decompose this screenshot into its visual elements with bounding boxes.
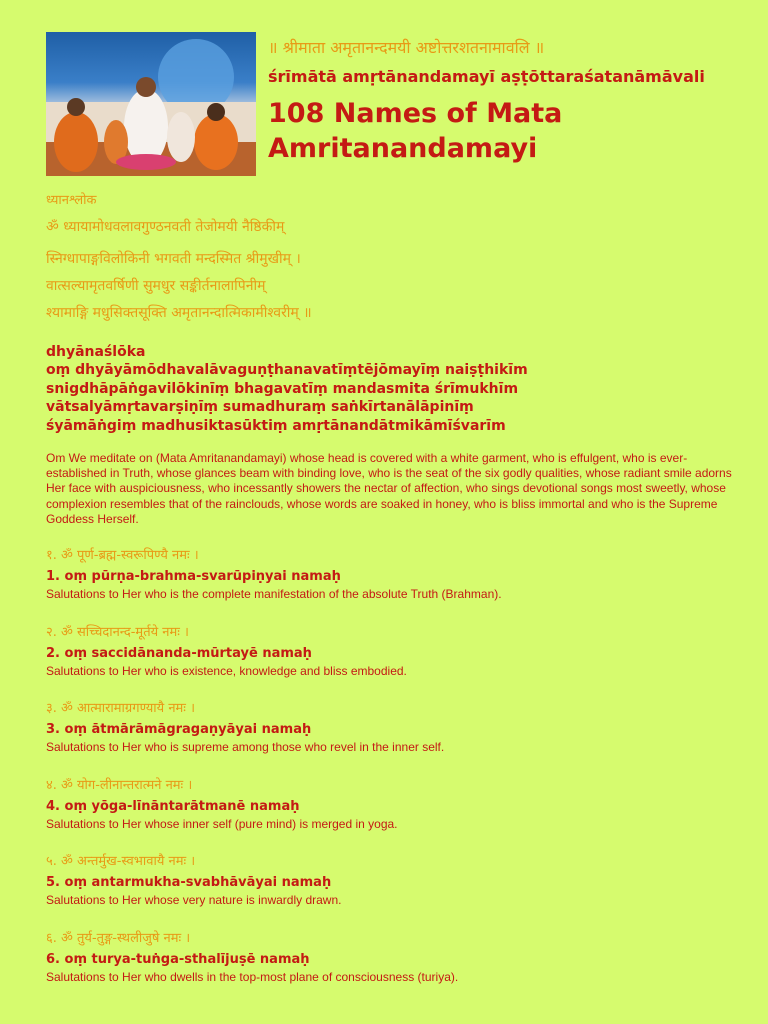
name-meaning: Salutations to Her whose very nature is inwardly drawn. <box>46 893 342 907</box>
sanskrit-title: ॥ श्रीमाता अमृतानन्दमयी अष्टोत्तरशतनामावलि ॥ <box>268 38 545 57</box>
list-item <box>46 928 736 1005</box>
list-item <box>46 545 736 622</box>
name-meaning: Salutations to Her who is existence, knowledge and bliss embodied. <box>46 663 407 678</box>
name-devanagari: १. ॐ पूर्ण-ब्रह्म-स्वरूपिण्यै नमः । <box>46 548 199 563</box>
dhyana-heading-devanagari: ध्यानश्लोक <box>46 193 97 208</box>
name-devanagari: २. ॐ सच्चिदानन्द-मूर्तये नमः । <box>46 624 189 640</box>
list-item <box>46 622 736 699</box>
dhyana-translit-line: vātsalyāmṛtavarṣiṇīṃ sumadhuraṃ saṅkīrtanālāpinīṃ <box>46 399 474 416</box>
dhyana-meaning: Om We meditate on (Mata Amritanandamayi) whose head is covered with a white garment, who is effulgent, who is ever-established in Truth, whose glances beam with binding love, who is the seat of the six godly qualities, whose radiant smile adorns Her face with auspiciousness, who incessantly showers the nectar of affection, who sings devotional songs most sweetly, whose complexion resembles that of the rainclouds, whose words are soaked in honey, who is bliss immortal and who is the Supreme Goddess Herself. <box>46 451 732 526</box>
name-transliteration: 2. oṃ saccidānanda-mūrtayē namaḥ <box>46 645 312 661</box>
name-transliteration: 6. oṃ turya-tuṅga-sthalījuṣē namaḥ <box>46 951 310 967</box>
dhyana-heading: dhyānaślōka <box>46 344 146 360</box>
list-item <box>46 698 736 775</box>
dhyana-line: ॐ ध्यायामोधवलावगुण्ठनवती तेजोमयी नैष्ठिकीम् <box>46 219 285 235</box>
name-transliteration: 3. oṃ ātmārāmāgragaṇyāyai namaḥ <box>46 722 312 737</box>
dhyana-line: वात्सल्यामृतवर्षिणी सुमधुर सङ्कीर्तनालापिनीम् <box>46 278 266 294</box>
names-list <box>46 545 736 1004</box>
name-devanagari: ४. ॐ योग-लीनान्तरात्मने नमः । <box>46 777 193 793</box>
name-transliteration: 4. oṃ yōga-līnāntarātmanē namaḥ <box>46 798 300 814</box>
dhyana-line: स्निग्धापाङ्गविलोकिनी भगवती मन्दस्मित श्रीमुखीम् । <box>46 251 301 267</box>
name-meaning: Salutations to Her whose inner self (pure mind) is merged in yoga. <box>46 816 398 831</box>
dhyana-translit-line: śyāmāṅgiṃ madhusiktasūktiṃ amṛtānandātmikāmīśvarīm <box>46 417 506 434</box>
name-meaning: Salutations to Her who is the complete manifestation of the absolute Truth (Brahman). <box>46 587 502 601</box>
name-devanagari: ६. ॐ तुर्य-तुङ्ग-स्थलीजुषे नमः । <box>46 930 191 946</box>
header-photo <box>46 32 256 176</box>
dhyana-translit-line: snigdhāpāṅgavilōkinīṃ bhagavatīṃ mandasmita śrīmukhīm <box>46 380 519 397</box>
name-devanagari: ५. ॐ अन्तर्मुख-स्वभावायै नमः । <box>46 854 196 869</box>
list-item <box>46 851 736 928</box>
list-item <box>46 775 736 852</box>
name-transliteration: 1. oṃ pūrṇa-brahma-svarūpiṇyai namaḥ <box>46 569 341 584</box>
name-devanagari: ३. ॐ आत्मारामाग्रगण्यायै नमः । <box>46 701 195 716</box>
transliterated-title: śrīmātā amṛtānandamayī aṣṭōttaraśatanāmāvali <box>268 67 705 86</box>
name-meaning: Salutations to Her who is supreme among those who revel in the inner self. <box>46 740 445 754</box>
name-meaning: Salutations to Her who dwells in the top-most plane of consciousness (turiya). <box>46 969 459 984</box>
dhyana-line: श्यामाङ्गि मधुसिक्तसूक्ति अमृतानन्दात्मिकामीश्वरीम् ॥ <box>46 305 312 321</box>
page-title: 108 Names of Mata Amritanandamayi <box>268 98 563 164</box>
name-transliteration: 5. oṃ antarmukha-svabhāvāyai namaḥ <box>46 875 332 890</box>
dhyana-sloka-transliteration <box>46 343 746 435</box>
dhyana-translit-line: oṃ dhyāyāmōdhavalāvaguṇṭhanavatīṃtējōmayīṃ naiṣṭhikīm <box>46 362 528 379</box>
